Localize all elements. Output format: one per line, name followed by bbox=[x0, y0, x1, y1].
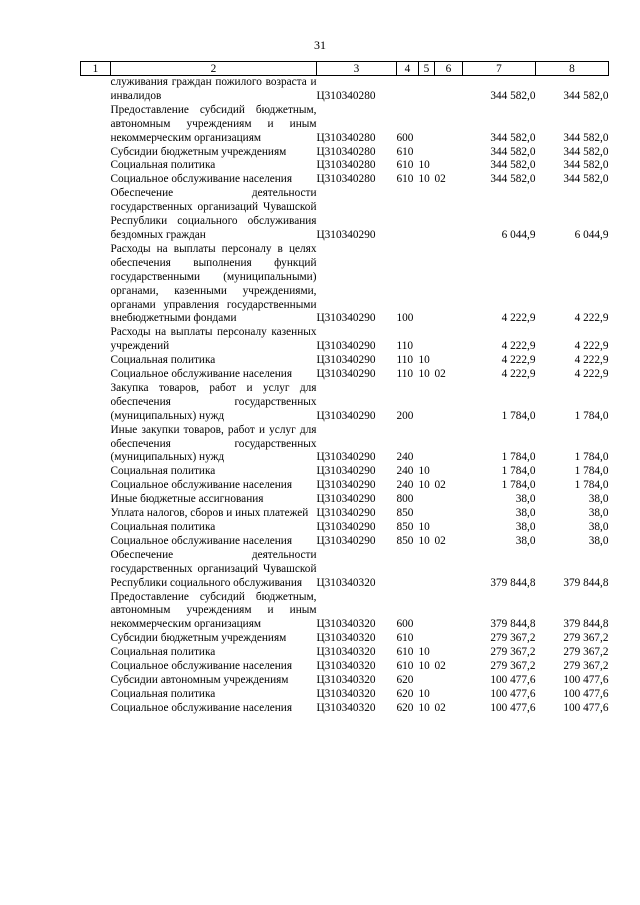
amount-col7: 1 784,0 bbox=[501, 451, 536, 464]
table-row bbox=[81, 521, 609, 535]
expense-type-code: 850 bbox=[396, 507, 414, 520]
row-name: Социальное обслуживание населения bbox=[110, 660, 293, 673]
expense-type-code: 610 bbox=[396, 646, 414, 659]
amount-col8: 6 044,9 bbox=[574, 228, 609, 241]
amount-col8: 279 367,2 bbox=[563, 632, 609, 645]
expense-type-code bbox=[397, 76, 419, 104]
row-number-cell bbox=[81, 660, 111, 674]
subsection-code bbox=[435, 646, 463, 660]
section-code: 10 bbox=[418, 660, 430, 673]
table-row bbox=[81, 424, 609, 466]
amount-col7: 1 784,0 bbox=[501, 465, 536, 478]
column-header: 3 bbox=[317, 62, 397, 76]
section-code bbox=[419, 632, 435, 646]
row-name: Обеспечение деятельности государственных организаций Чувашской Республики социального обслуживания bbox=[110, 548, 317, 589]
row-number-cell bbox=[81, 382, 111, 424]
row-name: Социальное обслуживание населения bbox=[110, 368, 293, 381]
row-number-cell bbox=[81, 326, 111, 354]
row-number-cell bbox=[81, 521, 111, 535]
expense-type-code: 100 bbox=[396, 312, 414, 325]
subsection-code bbox=[435, 104, 463, 146]
table-row bbox=[81, 382, 609, 424]
expense-type-code: 610 bbox=[396, 145, 414, 158]
row-number-cell bbox=[81, 688, 111, 702]
row-name: Субсидии бюджетным учреждениям bbox=[110, 632, 287, 645]
expense-type-code: 620 bbox=[396, 673, 414, 686]
row-name: Социальная политика bbox=[110, 521, 216, 533]
amount-col8: 4 222,9 bbox=[574, 354, 609, 367]
table-row bbox=[81, 646, 609, 660]
table-row bbox=[81, 535, 609, 549]
expense-type-code: 240 bbox=[396, 465, 414, 478]
expense-type-code: 600 bbox=[396, 618, 414, 631]
column-header: 5 bbox=[419, 62, 435, 76]
amount-col7: 279 367,2 bbox=[490, 660, 536, 673]
expense-type-code: 110 bbox=[396, 354, 414, 367]
table-row bbox=[81, 243, 609, 326]
amount-col7: 4 222,9 bbox=[501, 368, 536, 381]
row-name: Социальное обслуживание населения bbox=[110, 479, 293, 492]
amount-col8: 1 784,0 bbox=[574, 451, 609, 464]
amount-col8: 100 477,6 bbox=[563, 687, 609, 700]
row-number-cell bbox=[81, 424, 111, 466]
expense-type-code: 620 bbox=[396, 701, 414, 714]
table-row bbox=[81, 173, 609, 187]
amount-col8: 38,0 bbox=[588, 493, 609, 506]
subsection-code bbox=[435, 382, 463, 424]
subsection-code bbox=[435, 493, 463, 507]
target-article-code: Ц310340280 bbox=[316, 131, 376, 144]
amount-col8: 38,0 bbox=[588, 521, 609, 533]
table-row bbox=[81, 688, 609, 702]
amount-col8: 4 222,9 bbox=[574, 312, 609, 325]
amount-col8: 4 222,9 bbox=[574, 368, 609, 381]
amount-col8: 279 367,2 bbox=[563, 646, 609, 659]
row-number-cell bbox=[81, 646, 111, 660]
amount-col7: 344 582,0 bbox=[490, 145, 536, 158]
table-row bbox=[81, 368, 609, 382]
table-row bbox=[81, 104, 609, 146]
row-number-cell bbox=[81, 76, 111, 104]
subsection-code: 02 bbox=[434, 368, 446, 381]
amount-col7: 379 844,8 bbox=[490, 576, 536, 589]
amount-col8: 100 477,6 bbox=[563, 673, 609, 686]
page-number: 31 bbox=[314, 38, 326, 52]
amount-col7: 38,0 bbox=[515, 534, 536, 547]
subsection-code bbox=[435, 424, 463, 466]
target-article-code: Ц310340290 bbox=[316, 354, 376, 367]
amount-col7: 344 582,0 bbox=[490, 131, 536, 144]
section-code bbox=[419, 549, 435, 591]
subsection-code bbox=[435, 688, 463, 702]
amount-col7: 279 367,2 bbox=[490, 632, 536, 645]
row-number-cell bbox=[81, 465, 111, 479]
section-code bbox=[419, 382, 435, 424]
row-name: Закупка товаров, работ и услуг для обеспечения государственных (муниципальных) нужд bbox=[110, 381, 317, 422]
expense-type-code: 610 bbox=[396, 159, 414, 172]
expense-type-code bbox=[397, 187, 419, 243]
section-code: 10 bbox=[418, 354, 430, 367]
section-code: 10 bbox=[418, 173, 430, 186]
row-name: Обеспечение деятельности государственных организаций Чувашской Республики социального обслуживания бездомных граждан bbox=[110, 187, 317, 241]
subsection-code bbox=[435, 187, 463, 243]
amount-col8: 344 582,0 bbox=[563, 159, 609, 172]
subsection-code bbox=[435, 159, 463, 173]
expense-type-code: 240 bbox=[396, 479, 414, 492]
table-row bbox=[81, 702, 609, 716]
subsection-code: 02 bbox=[434, 479, 446, 492]
row-name: Социальная политика bbox=[110, 465, 216, 478]
expense-type-code: 610 bbox=[396, 632, 414, 645]
amount-col8: 344 582,0 bbox=[563, 173, 609, 186]
target-article-code: Ц310340290 bbox=[316, 479, 376, 492]
row-name: Социальное обслуживание населения bbox=[110, 701, 293, 714]
expense-type-code: 600 bbox=[396, 131, 414, 144]
target-article-code: Ц310340280 bbox=[316, 145, 376, 158]
target-article-code: Ц310340280 bbox=[316, 89, 376, 102]
amount-col7: 100 477,6 bbox=[490, 673, 536, 686]
column-header: 8 bbox=[536, 62, 609, 76]
section-code: 10 bbox=[418, 521, 430, 533]
row-name: Предоставление субсидий бюджетным, автономным учреждениям и иным некоммерческим организациям bbox=[110, 103, 317, 144]
target-article-code: Ц310340290 bbox=[316, 340, 376, 353]
section-code bbox=[419, 493, 435, 507]
table-row bbox=[81, 76, 609, 104]
row-name: Иные бюджетные ассигнования bbox=[110, 493, 264, 506]
section-code bbox=[419, 591, 435, 633]
amount-col7: 38,0 bbox=[515, 521, 536, 533]
subsection-code bbox=[435, 521, 463, 535]
subsection-code bbox=[435, 674, 463, 688]
row-number-cell bbox=[81, 591, 111, 633]
table-row bbox=[81, 632, 609, 646]
row-number-cell bbox=[81, 535, 111, 549]
section-code: 10 bbox=[418, 701, 430, 714]
amount-col7: 1 784,0 bbox=[501, 479, 536, 492]
expense-type-code: 800 bbox=[396, 493, 414, 506]
target-article-code: Ц310340280 bbox=[316, 159, 376, 172]
target-article-code: Ц310340320 bbox=[316, 660, 376, 673]
target-article-code: Ц310340290 bbox=[316, 521, 376, 533]
row-number-cell bbox=[81, 632, 111, 646]
section-code: 10 bbox=[418, 479, 430, 492]
budget-table bbox=[80, 61, 609, 716]
amount-col7: 344 582,0 bbox=[490, 159, 536, 172]
subsection-code bbox=[435, 243, 463, 326]
amount-col8: 38,0 bbox=[588, 534, 609, 547]
row-name: Социальное обслуживание населения bbox=[110, 173, 293, 186]
row-number-cell bbox=[81, 479, 111, 493]
section-code: 10 bbox=[418, 159, 430, 172]
subsection-code bbox=[435, 146, 463, 160]
subsection-code: 02 bbox=[434, 534, 446, 547]
amount-col7: 38,0 bbox=[515, 493, 536, 506]
amount-col7: 379 844,8 bbox=[490, 618, 536, 631]
section-code bbox=[419, 674, 435, 688]
amount-col8: 379 844,8 bbox=[563, 618, 609, 631]
expense-type-code: 610 bbox=[396, 173, 414, 186]
row-name: Предоставление субсидий бюджетным, автономным учреждениям и иным некоммерческим организациям bbox=[110, 590, 317, 631]
expense-type-code: 610 bbox=[396, 660, 414, 673]
subsection-code bbox=[435, 507, 463, 521]
subsection-code: 02 bbox=[434, 660, 446, 673]
row-name: Субсидии автономным учреждениям bbox=[110, 673, 289, 686]
row-number-cell bbox=[81, 187, 111, 243]
column-header: 7 bbox=[463, 62, 536, 76]
section-code: 10 bbox=[418, 465, 430, 478]
table-row bbox=[81, 465, 609, 479]
amount-col7: 4 222,9 bbox=[501, 354, 536, 367]
row-name: Социальная политика bbox=[110, 159, 216, 172]
subsection-code bbox=[435, 326, 463, 354]
subsection-code bbox=[435, 354, 463, 368]
subsection-code bbox=[435, 591, 463, 633]
row-number-cell bbox=[81, 507, 111, 521]
row-name: Социальная политика bbox=[110, 354, 216, 367]
row-number-cell bbox=[81, 493, 111, 507]
row-number-cell bbox=[81, 146, 111, 160]
expense-type-code: 200 bbox=[396, 409, 414, 422]
row-name: служивания граждан пожилого возраста и инвалидов bbox=[110, 76, 317, 102]
amount-col7: 344 582,0 bbox=[490, 89, 536, 102]
row-number-cell bbox=[81, 354, 111, 368]
target-article-code: Ц310340320 bbox=[316, 687, 376, 700]
amount-col8: 344 582,0 bbox=[563, 131, 609, 144]
subsection-code: 02 bbox=[434, 173, 446, 186]
expense-type-code: 850 bbox=[396, 534, 414, 547]
section-code bbox=[419, 507, 435, 521]
table-row bbox=[81, 326, 609, 354]
section-code bbox=[419, 326, 435, 354]
subsection-code bbox=[435, 465, 463, 479]
target-article-code: Ц310340290 bbox=[316, 534, 376, 547]
subsection-code bbox=[435, 76, 463, 104]
target-article-code: Ц310340280 bbox=[316, 173, 376, 186]
row-number-cell bbox=[81, 104, 111, 146]
table-row bbox=[81, 507, 609, 521]
target-article-code: Ц310340320 bbox=[316, 673, 376, 686]
section-code bbox=[419, 187, 435, 243]
target-article-code: Ц310340290 bbox=[316, 228, 376, 241]
row-name: Расходы на выплаты персоналу в целях обеспечения выполнения функций государственными (муниципальными) органами, казенными учреждениями, органами управления государственными внебюджетными фондами bbox=[110, 242, 317, 325]
table-body bbox=[81, 76, 609, 716]
target-article-code: Ц310340290 bbox=[316, 409, 376, 422]
amount-col7: 6 044,9 bbox=[501, 228, 536, 241]
row-name: Социальная политика bbox=[110, 646, 216, 659]
amount-col8: 344 582,0 bbox=[563, 145, 609, 158]
amount-col7: 38,0 bbox=[515, 507, 536, 520]
row-name: Расходы на выплаты персоналу казенных учреждений bbox=[110, 326, 317, 353]
amount-col8: 38,0 bbox=[588, 507, 609, 520]
amount-col7: 279 367,2 bbox=[490, 646, 536, 659]
amount-col7: 100 477,6 bbox=[490, 701, 536, 714]
table-header-row bbox=[81, 62, 609, 76]
amount-col8: 379 844,8 bbox=[563, 576, 609, 589]
row-number-cell bbox=[81, 368, 111, 382]
column-header: 1 bbox=[81, 62, 111, 76]
expense-type-code: 850 bbox=[396, 521, 414, 533]
section-code bbox=[419, 243, 435, 326]
row-name: Социальная политика bbox=[110, 687, 216, 700]
expense-type-code: 110 bbox=[396, 340, 414, 353]
amount-col7: 4 222,9 bbox=[501, 340, 536, 353]
table-row bbox=[81, 660, 609, 674]
row-name: Субсидии бюджетным учреждениям bbox=[110, 145, 287, 158]
subsection-code bbox=[435, 632, 463, 646]
amount-col8: 1 784,0 bbox=[574, 409, 609, 422]
expense-type-code: 240 bbox=[396, 451, 414, 464]
section-code bbox=[419, 424, 435, 466]
table-row bbox=[81, 549, 609, 591]
amount-col8: 344 582,0 bbox=[563, 89, 609, 102]
row-name: Социальное обслуживание населения bbox=[110, 534, 293, 547]
target-article-code: Ц310340290 bbox=[316, 465, 376, 478]
amount-col8: 100 477,6 bbox=[563, 701, 609, 714]
target-article-code: Ц310340320 bbox=[316, 576, 376, 589]
target-article-code: Ц310340290 bbox=[316, 368, 376, 381]
amount-col8: 1 784,0 bbox=[574, 465, 609, 478]
target-article-code: Ц310340320 bbox=[316, 701, 376, 714]
target-article-code: Ц310340290 bbox=[316, 507, 376, 520]
expense-type-code: 110 bbox=[396, 368, 414, 381]
row-name: Иные закупки товаров, работ и услуг для обеспечения государственных (муниципальных) нужд bbox=[110, 423, 317, 464]
table-row bbox=[81, 674, 609, 688]
row-number-cell bbox=[81, 159, 111, 173]
amount-col8: 1 784,0 bbox=[574, 479, 609, 492]
target-article-code: Ц310340320 bbox=[316, 618, 376, 631]
column-header: 2 bbox=[111, 62, 317, 76]
target-article-code: Ц310340290 bbox=[316, 493, 376, 506]
amount-col7: 4 222,9 bbox=[501, 312, 536, 325]
row-number-cell bbox=[81, 173, 111, 187]
table-row bbox=[81, 479, 609, 493]
table-row bbox=[81, 591, 609, 633]
section-code bbox=[419, 76, 435, 104]
table-row bbox=[81, 354, 609, 368]
subsection-code: 02 bbox=[434, 701, 446, 714]
row-name: Уплата налогов, сборов и иных платежей bbox=[110, 507, 309, 520]
table-row bbox=[81, 493, 609, 507]
table-row bbox=[81, 159, 609, 173]
table-row bbox=[81, 187, 609, 243]
amount-col7: 100 477,6 bbox=[490, 687, 536, 700]
expense-type-code: 620 bbox=[396, 687, 414, 700]
row-number-cell bbox=[81, 549, 111, 591]
column-header: 4 bbox=[397, 62, 419, 76]
amount-col8: 4 222,9 bbox=[574, 340, 609, 353]
section-code: 10 bbox=[418, 368, 430, 381]
expense-type-code bbox=[397, 549, 419, 591]
row-number-cell bbox=[81, 243, 111, 326]
section-code: 10 bbox=[418, 534, 430, 547]
table-row bbox=[81, 146, 609, 160]
target-article-code: Ц310340320 bbox=[316, 646, 376, 659]
row-number-cell bbox=[81, 674, 111, 688]
target-article-code: Ц310340320 bbox=[316, 632, 376, 645]
target-article-code: Ц310340290 bbox=[316, 312, 376, 325]
row-number-cell bbox=[81, 702, 111, 716]
target-article-code: Ц310340290 bbox=[316, 451, 376, 464]
column-header: 6 bbox=[435, 62, 463, 76]
section-code bbox=[419, 104, 435, 146]
section-code bbox=[419, 146, 435, 160]
section-code: 10 bbox=[418, 687, 430, 700]
amount-col8: 279 367,2 bbox=[563, 660, 609, 673]
amount-col7: 344 582,0 bbox=[490, 173, 536, 186]
subsection-code bbox=[435, 549, 463, 591]
amount-col7: 1 784,0 bbox=[501, 409, 536, 422]
section-code: 10 bbox=[418, 646, 430, 659]
